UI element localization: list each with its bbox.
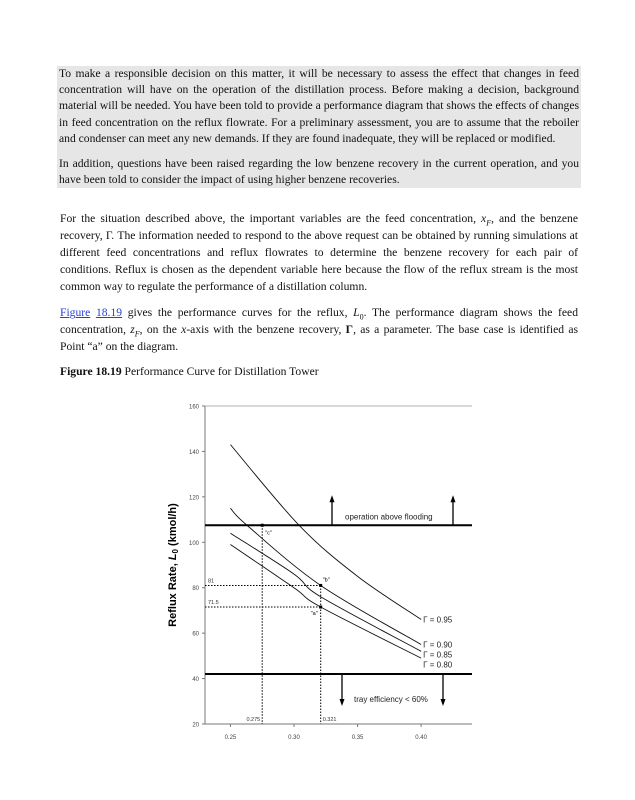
- down-arrow-icon: [441, 699, 446, 706]
- data-point-marker: [261, 524, 264, 527]
- var: L: [353, 306, 360, 320]
- series-curve: [230, 445, 421, 620]
- text: , and the benzene recovery, Γ. The information needed to respond to the above request can be obtained by running simulations at different feed concentrations and reflux flowrates to determine the benzene recovery for each pair of conditions. Reflux is chosen as the dependent variable here because the flow of the reflux stream is the most common way to regulate the performance of a distillation column.: [60, 212, 578, 294]
- series-label: Γ = 0.90: [423, 640, 453, 650]
- y-tick-label: 20: [192, 722, 199, 729]
- y-tick-label: 80: [192, 586, 199, 593]
- paragraph: To make a responsible decision on this matter, it will be necessary to assess the effect that changes in feed concentration will have on the operation of the distillation process. Before making a decision, background material will be needed. You have been told to provide a performance diagram that shows the effects of changes in feed concentration on the reflux flowrate. For a preliminary assessment, you are to assume that the reboiler and condenser can meet any new demands. If they are found inadequate, they will be replaced or modified.: [59, 67, 579, 145]
- up-arrow-icon: [330, 495, 335, 502]
- series-curve: [230, 533, 421, 651]
- y-axis-label: Reflux Rate, L0 (kmol/h): [167, 503, 180, 627]
- x-tick-label: 0.30: [288, 735, 300, 741]
- tray-label: tray efficiency < 60%: [354, 695, 428, 705]
- series-curve: [230, 545, 421, 659]
- down-arrow-icon: [340, 699, 345, 706]
- text: For the situation described above, the important variables are the feed concentration,: [60, 212, 482, 226]
- data-point-marker: [319, 606, 322, 609]
- paragraph: [60, 304, 578, 355]
- caption-text: Performance Curve for Distillation Tower: [121, 365, 319, 379]
- series-label: Γ = 0.80: [423, 660, 453, 670]
- y-tick-label: 160: [188, 404, 199, 411]
- y-tick-label: 140: [188, 449, 199, 456]
- data-point-marker: [319, 584, 322, 587]
- var-sub: F: [134, 329, 140, 339]
- point-label-c: "c": [265, 530, 272, 537]
- annotation-71-5: 71.5: [208, 600, 219, 607]
- y-tick-label: 100: [188, 540, 199, 547]
- point-label-a: "a": [310, 611, 318, 618]
- text: gives the performance curves for the reflux,: [122, 306, 354, 320]
- var: x: [481, 212, 487, 226]
- text: -axis with the benzene recovery,: [186, 323, 346, 337]
- point-label-b: "b": [322, 577, 330, 584]
- text: . The performance diagram shows the feed concentration,: [60, 306, 578, 337]
- var-sub: F: [486, 218, 492, 228]
- flooding-label: operation above flooding: [345, 512, 433, 522]
- series-label: Γ = 0.95: [423, 615, 453, 625]
- annotation-0-275: 0.275: [246, 717, 261, 723]
- text: , on the: [139, 323, 182, 337]
- text: , as a parameter. The base case is identified as Point “a” on the diagram.: [60, 323, 579, 354]
- paragraph: In addition, questions have been raised regarding the low benzene recovery in the current operation, and you have been told to consider the impact of using higher benzene recoveries.: [59, 157, 579, 187]
- annotation-81: 81: [208, 578, 215, 585]
- var: z: [130, 323, 135, 337]
- series-curve: [230, 508, 421, 644]
- series-label: Γ = 0.85: [423, 650, 453, 660]
- up-arrow-icon: [451, 495, 456, 502]
- highlighted-scenario-box: [57, 66, 581, 188]
- paragraph: [60, 210, 578, 295]
- x-tick-label: 0.25: [224, 735, 237, 741]
- figure-link[interactable]: Figure: [60, 306, 91, 320]
- y-tick-label: 60: [192, 631, 199, 638]
- gamma: Γ: [345, 323, 354, 337]
- y-tick-label: 120: [188, 495, 199, 502]
- annotation-0-321: 0.321: [322, 717, 337, 723]
- x-tick-label: 0.40: [415, 735, 427, 741]
- y-tick-label: 40: [192, 677, 199, 684]
- var: x: [181, 323, 187, 337]
- x-tick-label: 0.35: [351, 735, 364, 741]
- var-sub: 0: [359, 312, 364, 322]
- figure-caption: [60, 364, 578, 379]
- caption-label: Figure 18.19: [60, 365, 122, 379]
- text-flow: [57, 66, 581, 379]
- figure-number-link[interactable]: 18.19: [95, 306, 123, 320]
